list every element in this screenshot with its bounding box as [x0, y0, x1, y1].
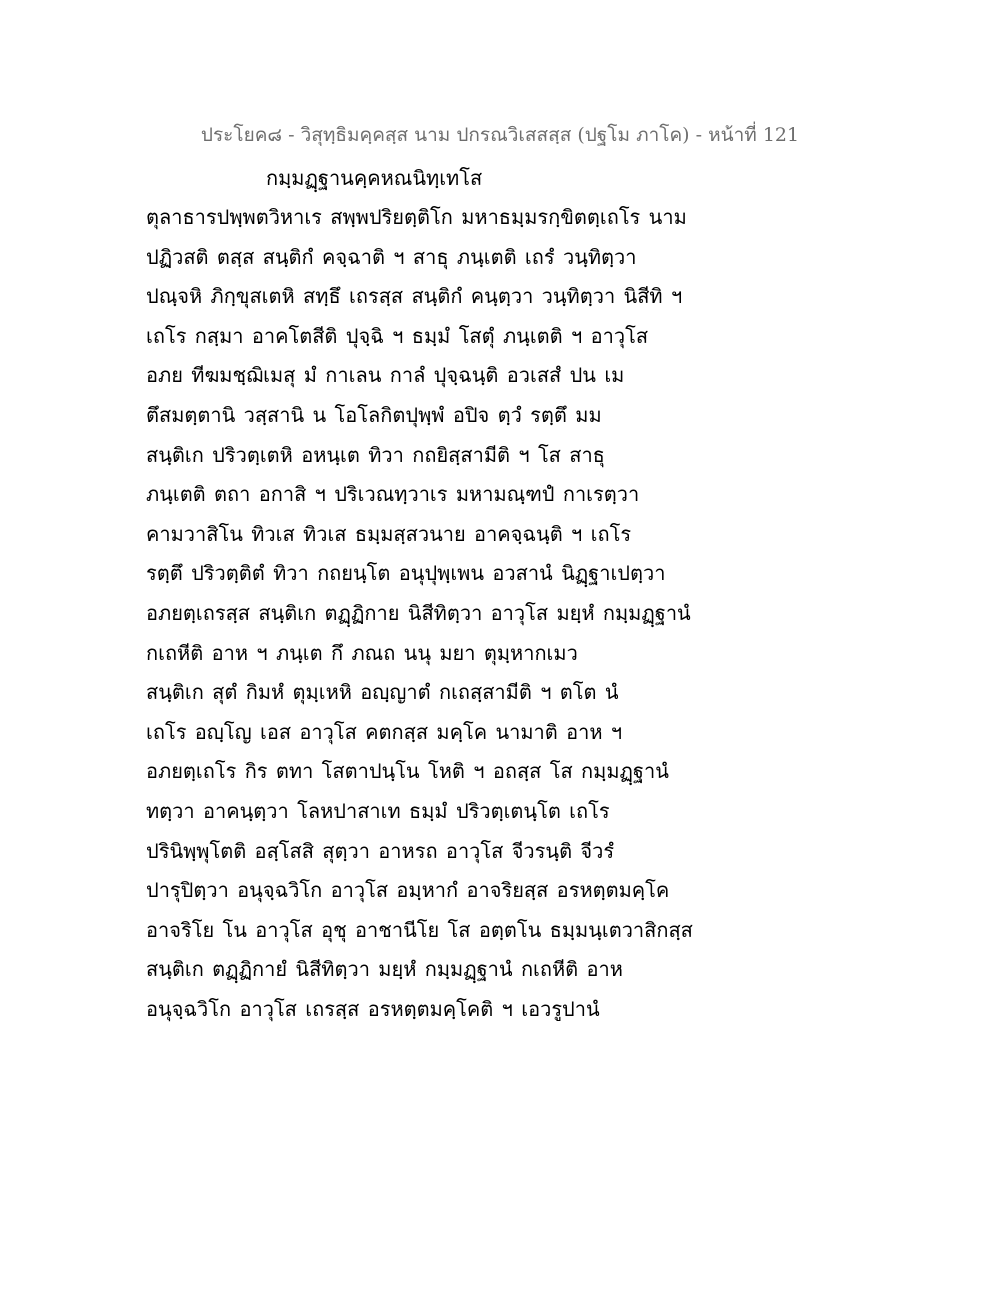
text-line: อภย ทีฆมชฺฌิเมสุ มํ กาเลน กาลํ ปุจฺฉนฺติ อวเสสํ ปน เม [146, 363, 625, 388]
text-line: ปฏิวสติ ตสฺส สนฺติกํ คจฺฉาติ ฯ สาธุ ภนฺเตติ เถรํ วนฺทิตฺวา [146, 244, 637, 269]
text-line: อภยตฺเถรสฺส สนฺติเก ตฏฺฏิกาย นิสีทิตฺวา อาวุโส มยฺหํ กมฺมฏฺฐานํ [146, 600, 691, 625]
text-line: รตฺตึ ปริวตฺติตํ ทิวา กถยนฺโต อนุปุพฺเพน อวสานํ นิฏฺฐาเปตฺวา [146, 561, 666, 586]
text-line: อนุจฺฉวิโก อาวุโส เถรสฺส อรหตฺตมคฺโคติ ฯ เอวรูปานํ [146, 996, 600, 1021]
text-line: ทตฺวา อาคนฺตฺวา โลหปาสาเท ธมฺมํ ปริวตฺเตนฺโต เถโร [146, 798, 610, 823]
running-header: ประโยค๘ - วิสุทฺธิมคฺคสฺส นาม ปกรณวิเสสสฺส (ปฐโม ภาโค) - หน้าที่ 121 [200, 124, 800, 146]
text-line: สนฺติเก สุตํ กิมหํ ตุมฺเหหิ อญฺญาตํ กเถสฺสามีติ ฯ ตโต นํ [146, 680, 619, 705]
text-line: ตุลาธารปพฺพตวิหาเร สพฺพปริยตฺติโก มหาธมฺมรกฺขิตตฺเถโร นาม [146, 205, 687, 229]
text-line: ตึสมตฺตานิ วสฺสานิ น โอโลกิตปุพฺพํ อปิจ ตฺวํ รตฺตึ มม [146, 402, 602, 427]
text-line: อภยตฺเถโร กิร ตทา โสตาปนฺโน โหติ ฯ อถสฺส โส กมฺมฏฺฐานํ [146, 759, 669, 784]
text-line: กเถหีติ อาห ฯ ภนฺเต กึ ภณถ นนุ มยา ตุมฺหากเมว [146, 640, 578, 665]
text-line: ปรินิพฺพุโตติ อสฺโสสิ สุตฺวา อาหรถ อาวุโส จีวรนฺติ จีวรํ [146, 838, 615, 863]
text-line: ภนฺเตติ ตถา อกาสิ ฯ ปริเวณทฺวาเร มหามณฺฑปํ กาเรตฺวา [146, 482, 640, 507]
text-line: อาจริโย โน อาวุโส อุชุ อาชานีโย โส อตฺตโน ธมฺมนฺเตวาสิกสฺส [146, 917, 693, 942]
text-line: ปณฺจหิ ภิกฺขุสเตหิ สทฺธึ เถรสฺส สนฺติกํ คนฺตฺวา วนฺทิตฺวา นิสีทิ ฯ [146, 284, 683, 309]
text-line: คามวาสิโน ทิวเส ทิวเส ธมฺมสฺสวนาย อาคจฺฉนฺติ ฯ เถโร [146, 521, 632, 546]
text-line: สนฺติเก ปริวตฺเตหิ อหนฺเต ทิวา กถยิสฺสามีติ ฯ โส สาธุ [146, 442, 605, 467]
text-line: เถโร กสฺมา อาคโตสีติ ปุจฺฉิ ฯ ธมฺมํ โสตุํ ภนฺเตติ ฯ อาวุโส [146, 323, 649, 348]
text-line: เถโร อญฺโญ เอส อาวุโส คตกสฺส มคฺโค นามาติ อาห ฯ [146, 719, 623, 744]
text-line: ปารุปิตฺวา อนุจฺฉวิโก อาวุโส อมฺหากํ อาจริยสฺส อรหตฺตมคฺโค [146, 878, 670, 903]
section-heading: กมฺมฏฺฐานคฺคหณนิทฺเทโส [266, 166, 483, 190]
text-line: สนฺติเก ตฏฺฏิกายํ นิสีทิตฺวา มยฺหํ กมฺมฏฺฐานํ กเถหีติ อาห [146, 957, 623, 982]
body-text [146, 198, 866, 1029]
